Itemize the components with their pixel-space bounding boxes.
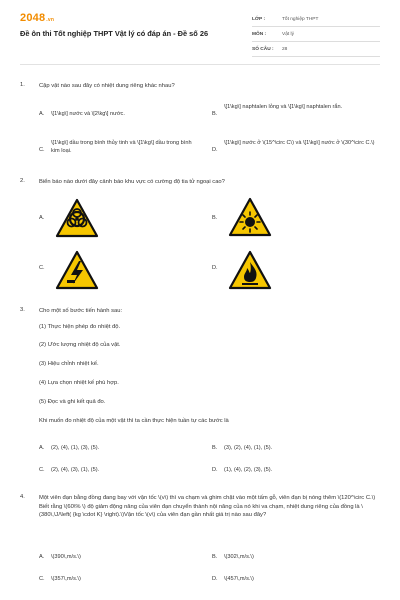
biohazard-sign-icon[interactable] xyxy=(55,198,99,238)
option-letter: B. xyxy=(212,111,218,117)
meta-row-class xyxy=(252,12,380,27)
meta-value: 28 xyxy=(282,46,288,52)
question-number: 4. xyxy=(20,494,25,500)
logo-suffix: .vn xyxy=(46,17,55,23)
option-letter: D. xyxy=(212,147,218,153)
option-letter: A. xyxy=(39,111,45,117)
option-text: \[1\kg\] dầu trong bình thủy tinh và \[1\kg\] dầu trong bình kim loại. xyxy=(51,140,192,155)
meta-key: LỚP : xyxy=(252,16,266,22)
option-letter: D. xyxy=(212,467,218,473)
option-text: \(357\,m/s.\) xyxy=(51,576,81,582)
option-letter: C. xyxy=(39,576,45,582)
option-letter: C. xyxy=(39,467,45,473)
option-text: \(457\,m/s.\) xyxy=(224,576,254,582)
header-divider xyxy=(20,64,380,65)
question-number: 1. xyxy=(20,82,25,88)
option-text: (1), (4), (2), (3), (5). xyxy=(224,467,273,473)
question-text: Cặp vật nào sau đây có nhiệt dung riêng khác nhau? xyxy=(39,83,175,89)
page-title: Đề ôn thi Tốt nghiệp THPT Vật lý có đáp án - Đề số 26 xyxy=(20,29,209,38)
question-text: Biển báo nào dưới đây cảnh báo khu vực có cường độ tia tử ngoại cao? xyxy=(39,179,225,185)
option-text: (3), (2), (4), (1), (5). xyxy=(224,445,273,451)
option-letter: C. xyxy=(39,147,45,153)
option-text: \[1\kg\] nước và \[2\kg\] nước. xyxy=(51,111,125,117)
step-item: (1) Thực hiện phép đo nhiệt độ. xyxy=(39,324,121,330)
option-letter: D. xyxy=(212,265,218,271)
meta-key: SỐ CÂU : xyxy=(252,46,274,52)
uv-radiation-sign-icon[interactable] xyxy=(228,197,272,239)
question-prompt: Khi muốn đo nhiệt độ của một vật thì ta cần thực hiện tuần tự các bước là xyxy=(39,418,229,424)
question-number: 2. xyxy=(20,178,25,184)
question-number: 3. xyxy=(20,307,25,313)
flammable-sign-icon[interactable] xyxy=(228,250,272,290)
option-letter: B. xyxy=(212,215,218,221)
option-letter: B. xyxy=(212,554,218,560)
option-text: \(390\,m/s.\) xyxy=(51,554,81,560)
meta-key: MÔN : xyxy=(252,31,267,37)
question-text: Một viên đạn bằng đồng đang bay với vận tốc \(v\) thì va chạm và ghim chặt vào một tấm gỗ, viên đạn bị nóng thêm \(120^\circ C.\) Biết rằng \(60\% \) độ giảm động năng của viên đạn chuyển thành nội năng của nó khi va chạm, nhiệt dung riêng của đồng là \(380\,\J/\left( {kg \cdot K} \right).\)Vận tốc \(v\) của viên đạn gần nhất giá trị nào sau đây? xyxy=(39,495,376,519)
meta-row-count xyxy=(252,42,380,57)
step-item: (2) Ước lượng nhiệt độ của vật. xyxy=(39,342,121,348)
option-text: \[1\kg\] naphtalen lỏng và \[1\kg\] naphtalen rắn. xyxy=(224,104,343,110)
option-letter: B. xyxy=(212,445,218,451)
option-text: \(302\,m/s.\) xyxy=(224,554,254,560)
option-letter: A. xyxy=(39,215,45,221)
meta-table xyxy=(252,12,380,57)
option-text: (2), (4), (3), (1), (5). xyxy=(51,467,100,473)
meta-value: Vật lý xyxy=(282,31,294,37)
step-item: (3) Hiệu chỉnh nhiệt kế. xyxy=(39,361,99,367)
option-letter: D. xyxy=(212,576,218,582)
option-letter: C. xyxy=(39,265,45,271)
logo-text: 2048 xyxy=(20,12,46,24)
option-text: \[1\kg\] nước ở \(15^\circ C\) và \[1\kg\] nước ở \(30^\circ C.\) xyxy=(224,140,375,146)
electric-hazard-sign-icon[interactable] xyxy=(55,250,99,290)
option-letter: A. xyxy=(39,445,45,451)
step-item: (5) Đọc và ghi kết quả đo. xyxy=(39,399,106,405)
site-logo[interactable] xyxy=(20,12,54,24)
meta-value: Tốt nghiệp THPT xyxy=(282,16,319,22)
option-letter: A. xyxy=(39,554,45,560)
question-text: Cho một số bước tiến hành sau: xyxy=(39,308,123,314)
meta-row-subject xyxy=(252,27,380,42)
option-text: (2), (4), (1), (3), (5). xyxy=(51,445,100,451)
step-item: (4) Lựa chọn nhiệt kế phù hợp. xyxy=(39,380,119,386)
